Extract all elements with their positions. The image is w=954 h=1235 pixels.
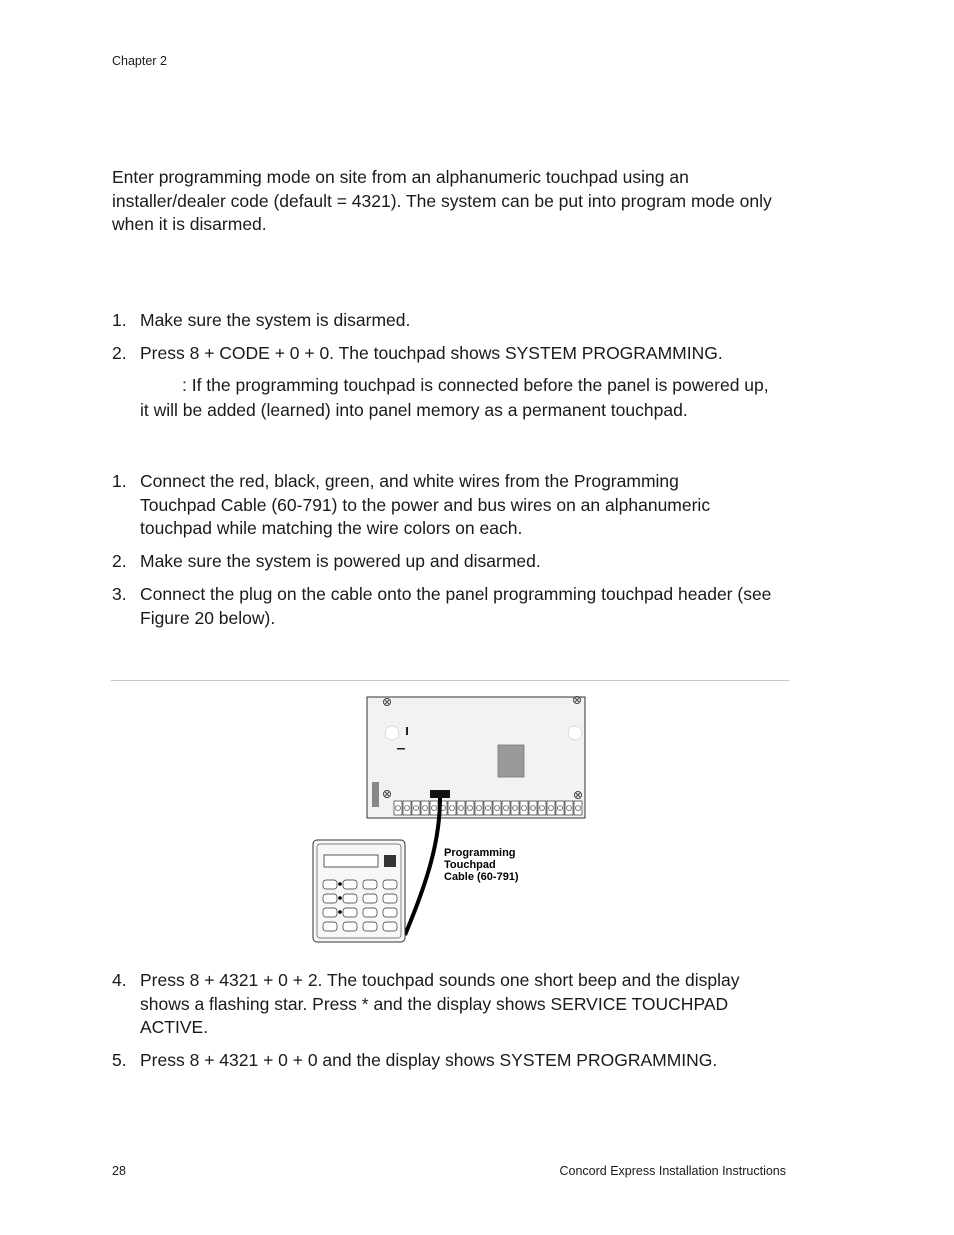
intro-paragraph: Enter programming mode on site from an alphanumeric touchpad using an installer/dealer code (default = 4321). The system can be put into program mode only when it is disarmed. [112,167,772,234]
keypad-key [383,880,397,889]
keypad-key [363,880,377,889]
list-item-number: 1. [112,310,127,330]
keypad-key [323,894,337,903]
cable-label-line3: Cable (60-791) [444,871,519,883]
list-item-number: 5. [112,1050,127,1070]
panel-figure [300,690,600,950]
alphanumeric-touchpad [313,840,405,942]
list-item-number: 2. [112,551,127,571]
programming-cable [405,798,440,935]
panel-board [367,697,585,819]
list-item-text: Connect the plug on the cable onto the panel programming touchpad header (see Figure 20 below). [140,584,772,628]
keypad-key [343,908,357,917]
note-paragraph: : If the programming touchpad is connected before the panel is powered up, it will be added (learned) into panel memory as a permanent touchpad. [140,375,769,420]
list-item-text: Make sure the system is powered up and disarmed. [140,551,541,571]
figure-divider [111,680,789,681]
keypad-led [338,896,342,900]
keypad-key [363,894,377,903]
list-item-number: 4. [112,970,127,990]
keypad-key [343,894,357,903]
chapter-header: Chapter 2 [112,54,167,68]
keypad-led [338,910,342,914]
list-item-text: Connect the red, black, green, and white wires from the Programming Touchpad Cable (60-791) to the power and bus wires on an alphanumeric touchpad while matching the wire colors on each. [140,471,711,538]
cable-label-line1: Programming [444,847,516,859]
keypad-led [338,882,342,886]
document-title: Concord Express Installation Instructions [559,1164,786,1178]
keypad-key [323,880,337,889]
list-item-text: Press 8 + CODE + 0 + 0. The touchpad shows SYSTEM PROGRAMMING. [140,343,723,363]
page-number: 28 [112,1164,126,1178]
list-item-text: Make sure the system is disarmed. [140,310,411,330]
list-item-number: 1. [112,471,127,491]
keypad-key [323,908,337,917]
list-item-text: Press 8 + 4321 + 0 + 0 and the display shows SYSTEM PROGRAMMING. [140,1050,718,1070]
list-item-text: Press 8 + 4321 + 0 + 2. The touchpad sounds one short beep and the display shows a flashing star. Press * and the display shows SERVICE TOUCHPAD ACTIVE. [140,970,740,1037]
list-item-number: 3. [112,584,127,604]
keypad-key [383,894,397,903]
keypad-key [383,908,397,917]
keypad-key [343,880,357,889]
keypad-key [383,922,397,931]
keypad-key [323,922,337,931]
list-item-number: 2. [112,343,127,363]
keypad-key [363,922,377,931]
cable-label-line2: Touchpad [444,859,496,871]
keypad-key [343,922,357,931]
keypad-key [363,908,377,917]
